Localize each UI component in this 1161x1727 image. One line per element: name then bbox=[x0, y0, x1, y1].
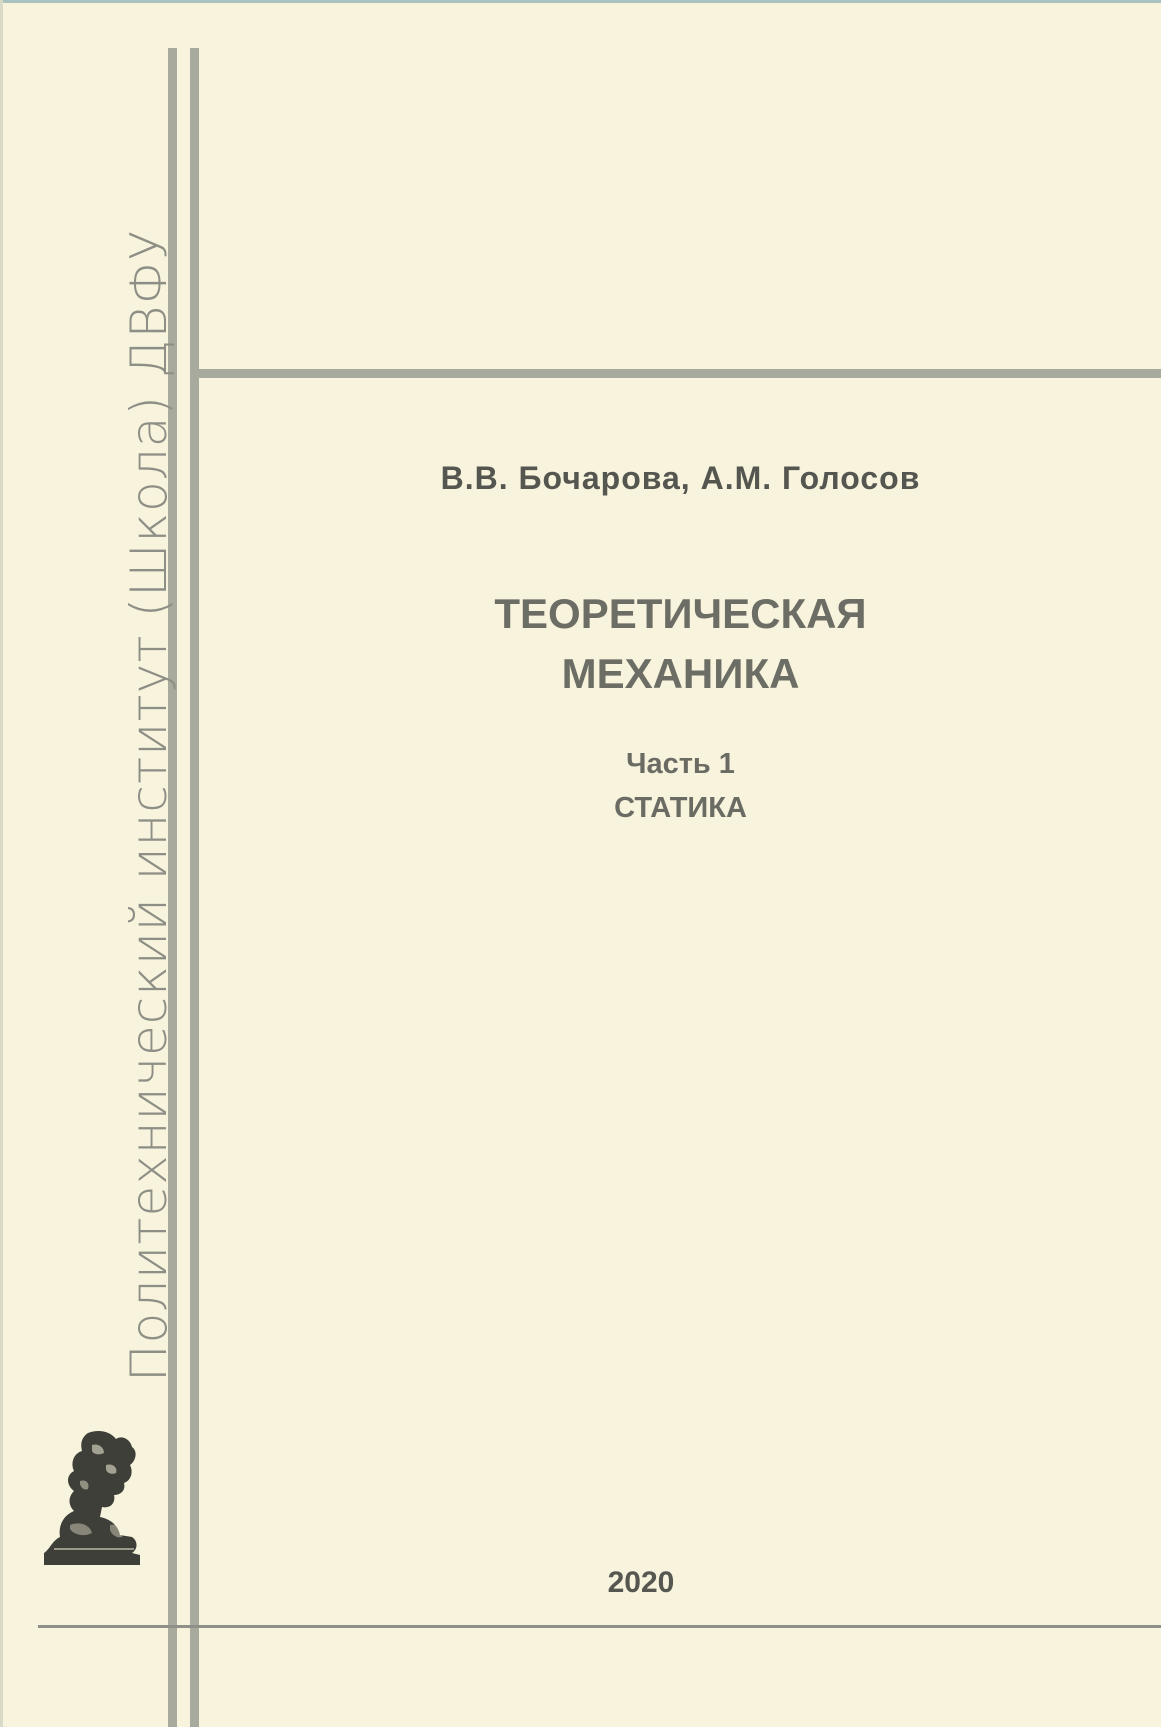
part-subtitle: СТАТИКА bbox=[614, 792, 747, 824]
spine-rule-right bbox=[190, 48, 199, 1727]
authors: В.В. Бочарова, А.М. Голосов bbox=[440, 460, 921, 496]
title-line-2: МЕХАНИКА bbox=[561, 650, 800, 697]
scan-edge-top bbox=[0, 0, 1161, 3]
lion-statue-emblem-icon bbox=[40, 1425, 150, 1565]
part-block bbox=[200, 742, 1161, 830]
institution-name: Политехнический институт (Школа) ДВФУ bbox=[120, 229, 178, 1382]
part-number: Часть 1 bbox=[626, 748, 735, 780]
publication-year: 2020 bbox=[607, 1566, 675, 1599]
scan-edge-left bbox=[0, 0, 3, 1727]
footer-rule bbox=[38, 1625, 1161, 1628]
title-line-1: ТЕОРЕТИЧЕСКАЯ bbox=[494, 590, 867, 637]
book-title bbox=[200, 584, 1161, 704]
header-rule bbox=[198, 369, 1161, 378]
